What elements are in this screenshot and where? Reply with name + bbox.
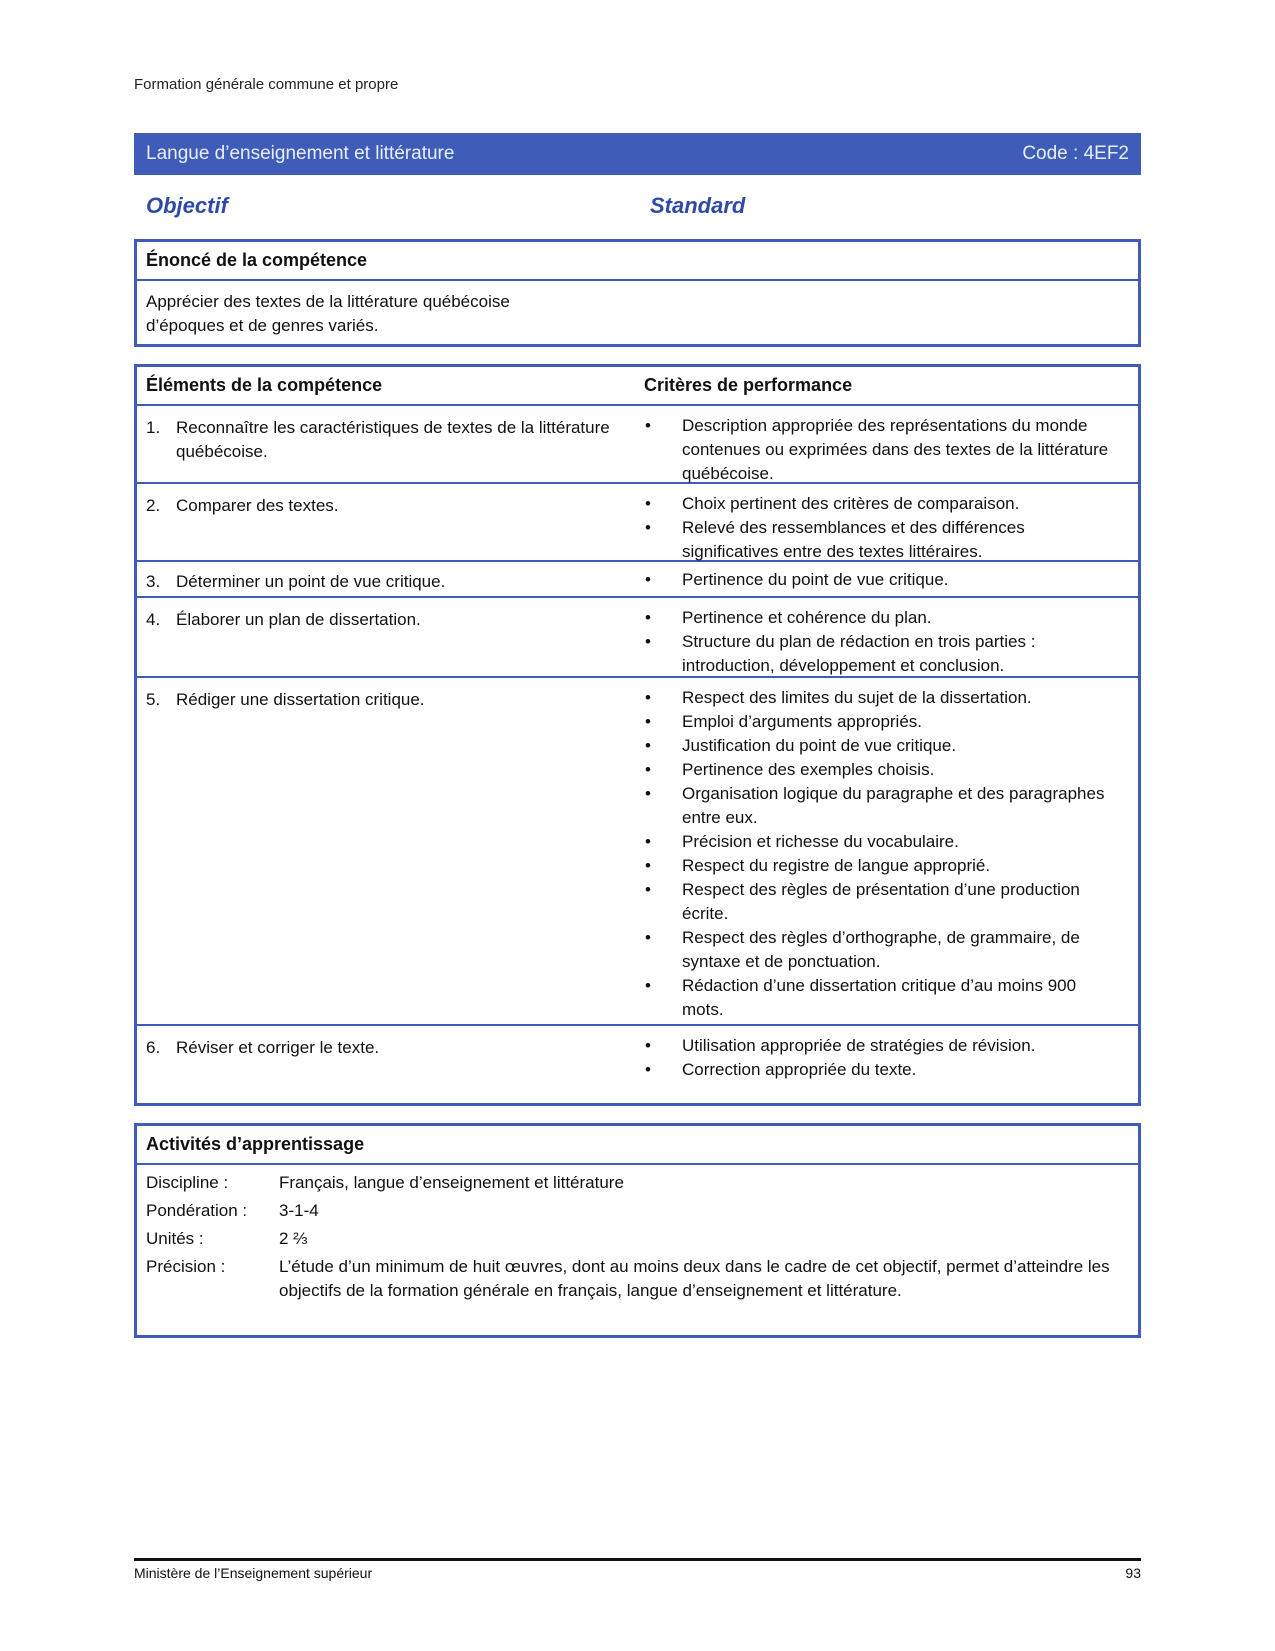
precision-value: L’étude d’un minimum de huit œuvres, dont au moins deux dans le cadre de cet objectif, permet d’atteindre les objectifs de la formation générale en français, langue d’enseignement et littérature. [279,1257,1110,1300]
element-text: Reconnaître les caractéristiques de textes de la littérature québécoise. [176,418,610,461]
activites-heading: Activités d’apprentissage [137,1126,1138,1165]
footer-divider [134,1558,1141,1561]
enonce-box [134,239,1141,347]
criterion: • Utilisation appropriée de stratégies de révision. [645,1034,1115,1058]
element-text: Rédiger une dissertation critique. [176,690,425,709]
element-text: Comparer des textes. [176,496,339,515]
footer-ministry: Ministère de l’Enseignement supérieur [134,1565,373,1581]
unites-value: 2 ⅔ [279,1229,308,1248]
page-footer [134,1565,1141,1581]
discipline-value: Français, langue d’enseignement et littérature [279,1173,624,1192]
criterion: • Rédaction d’une dissertation critique d’au moins 900 mots. [645,974,1115,1022]
objectif-label: Objectif [146,193,228,218]
criterion: • Respect des règles d’orthographe, de grammaire, de syntaxe et de ponctuation. [645,926,1115,974]
element-number: 2. [146,496,161,515]
element-text: Déterminer un point de vue critique. [176,572,446,591]
element-number: 6. [146,1038,161,1057]
element-row [137,1026,1138,1086]
elements-box [134,364,1141,1106]
course-title: Langue d’enseignement et littérature [146,143,455,164]
element-number: 3. [146,572,161,591]
criterion: • Organisation logique du paragraphe et des paragraphes entre eux. [645,782,1115,830]
element-row [137,598,1138,678]
element-text: Réviser et corriger le texte. [176,1038,380,1057]
element-row [137,484,1138,562]
criterion: • Choix pertinent des critères de comparaison. [645,492,1115,516]
discipline-row [146,1171,1129,1195]
course-code: Code : 4EF2 [1022,143,1129,164]
activites-box [134,1123,1141,1338]
elements-heading-right: Critères de performance [644,375,853,395]
precision-row [146,1255,1129,1303]
criterion: • Pertinence des exemples choisis. [645,758,1115,782]
criterion: • Respect des règles de présentation d’une production écrite. [645,878,1115,926]
activites-body [137,1165,1138,1313]
criterion: • Description appropriée des représentations du monde contenues ou exprimées dans des textes de la littérature québécoise. [645,414,1115,486]
criterion: • Pertinence et cohérence du plan. [645,606,1115,630]
ponderation-row [146,1199,1129,1223]
objective-standard-row [146,193,1136,219]
section-label: Formation générale commune et propre [134,76,399,93]
criterion: • Correction appropriée du texte. [645,1058,1115,1082]
precision-label: Précision : [146,1257,226,1276]
standard-label: Standard [650,193,746,218]
element-text: Élaborer un plan de dissertation. [176,610,421,629]
criterion: • Précision et richesse du vocabulaire. [645,830,1115,854]
criterion: • Emploi d’arguments appropriés. [645,710,1115,734]
enonce-heading: Énoncé de la compétence [137,242,1138,281]
course-banner [134,133,1141,175]
element-number: 5. [146,690,161,709]
elements-heading-left: Éléments de la compétence [146,375,383,395]
element-row [137,678,1138,1026]
criterion: • Justification du point de vue critique. [645,734,1115,758]
ponderation-value: 3-1-4 [279,1201,319,1220]
element-number: 4. [146,610,161,629]
document-page [134,0,1141,1651]
criterion: • Structure du plan de rédaction en trois parties : introduction, développement et conclusion. [645,630,1115,678]
discipline-label: Discipline : [146,1173,229,1192]
criterion: • Pertinence du point de vue critique. [645,568,1115,592]
unites-row [146,1227,1129,1251]
element-number: 1. [146,418,161,437]
criterion: • Respect du registre de langue approprié. [645,854,1115,878]
criterion: • Respect des limites du sujet de la dissertation. [645,686,1115,710]
criterion: • Relevé des ressemblances et des différences significatives entre des textes littéraires. [645,516,1115,564]
unites-label: Unités : [146,1229,204,1248]
enonce-line: d’époques et de genres variés. [146,316,379,335]
page-number: 93 [1125,1565,1141,1581]
ponderation-label: Pondération : [146,1201,248,1220]
enonce-body [137,281,1138,347]
element-row [137,406,1138,484]
enonce-line: Apprécier des textes de la littérature québécoise [146,292,510,311]
elements-heading [137,367,1138,406]
element-row [137,562,1138,598]
